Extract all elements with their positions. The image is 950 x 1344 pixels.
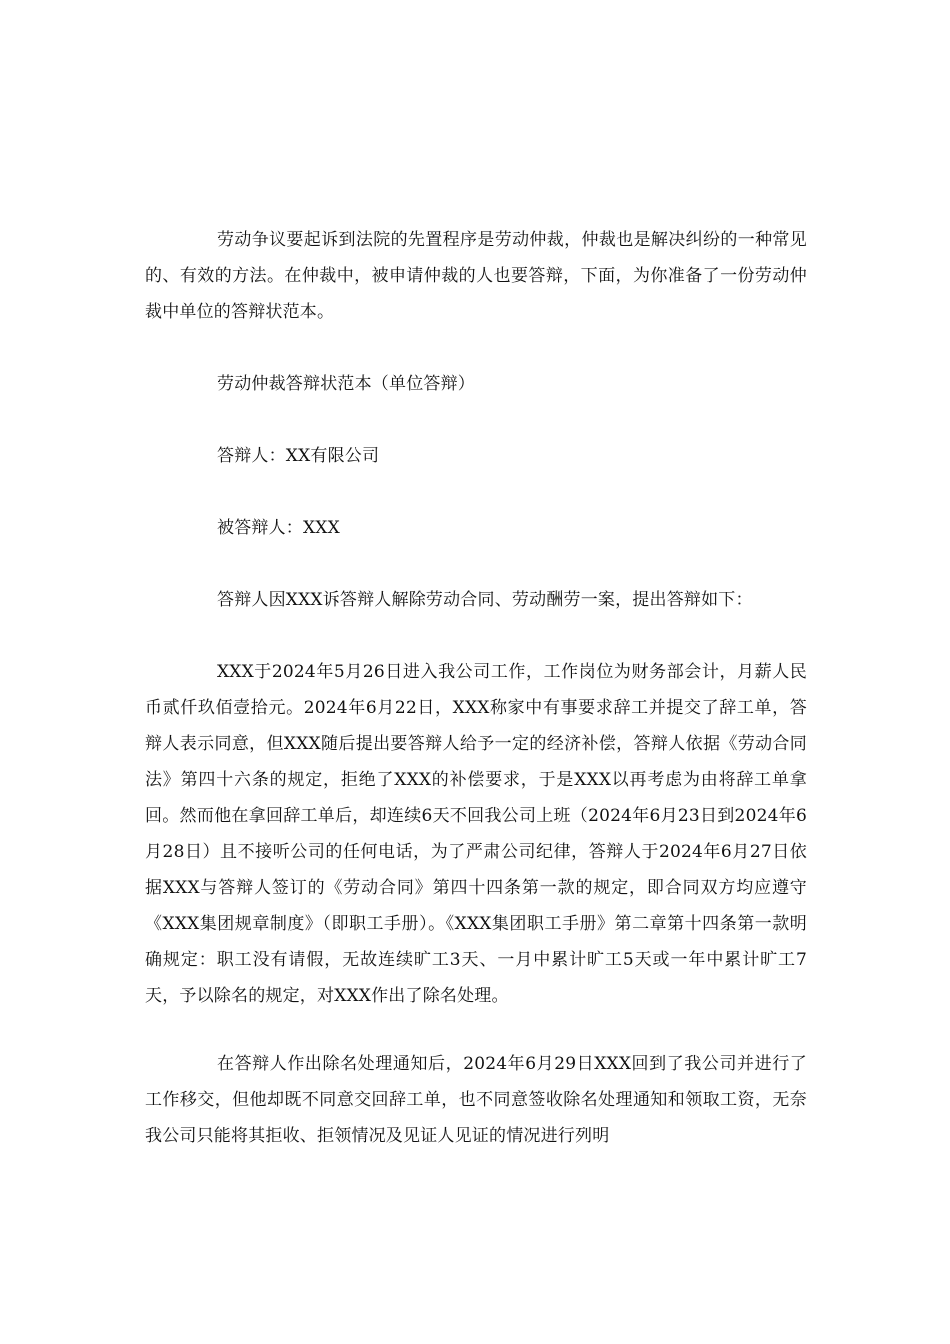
paragraph-spacer xyxy=(145,1014,807,1046)
paragraph-spacer xyxy=(145,546,807,582)
paragraph-spacer xyxy=(145,402,807,438)
defense-intro-paragraph: 答辩人因XXX诉答辩人解除劳动合同、劳动酬劳一案，提出答辩如下： xyxy=(217,590,753,610)
respondent-line: 答辩人：XX有限公司 xyxy=(217,446,380,466)
paragraph-spacer xyxy=(145,330,807,366)
follow-up-paragraph: 在答辩人作出除名处理通知后，2024年6月29日XXX回到了我公司并进行了工作移交，但他却既不同意交回辞工单，也不同意签收除名处理通知和领取工资，无奈我公司只能将其拒收、拒领情况及见证人见证的情况进行列明 xyxy=(145,1054,807,1146)
paragraph-spacer xyxy=(145,618,807,654)
claimant-line: 被答辩人：XXX xyxy=(217,518,340,538)
document-title: 劳动仲裁答辩状范本（单位答辩） xyxy=(217,374,475,394)
facts-paragraph: XXX于2024年5月26日进入我公司工作，工作岗位为财务部会计，月薪人民币贰仟玖佰壹拾元。2024年6月22日，XXX称家中有事要求辞工并提交了辞工单，答辩人表示同意，但XXX随后提出要答辩人给予一定的经济补偿，答辩人依据《劳动合同法》第四十六条的规定，拒绝了XXX的补偿要求，于是XXX以再考虑为由将辞工单拿回。然而他在拿回辞工单后，却连续6天不回我公司上班（2024年6月23日到2024年6月28日）且不接听公司的任何电话，为了严肃公司纪律，答辩人于2024年6月27日依据XXX与答辩人签订的《劳动合同》第四十四条第一款的规定，即合同双方均应遵守《XXX集团规章制度》（即职工手册）。《XXX集团职工手册》第二章第十四条第一款明确规定：职工没有请假，无故连续旷工3天、一月中累计旷工5天或一年中累计旷工7天，予以除名的规定，对XXX作出了除名处理。 xyxy=(145,662,807,1006)
paragraph-spacer xyxy=(145,474,807,510)
intro-paragraph: 劳动争议要起诉到法院的先置程序是劳动仲裁，仲裁也是解决纠纷的一种常见的、有效的方法。在仲裁中，被申请仲裁的人也要答辩，下面，为你准备了一份劳动仲裁中单位的答辩状范本。 xyxy=(145,230,807,322)
document-body xyxy=(145,222,807,1154)
